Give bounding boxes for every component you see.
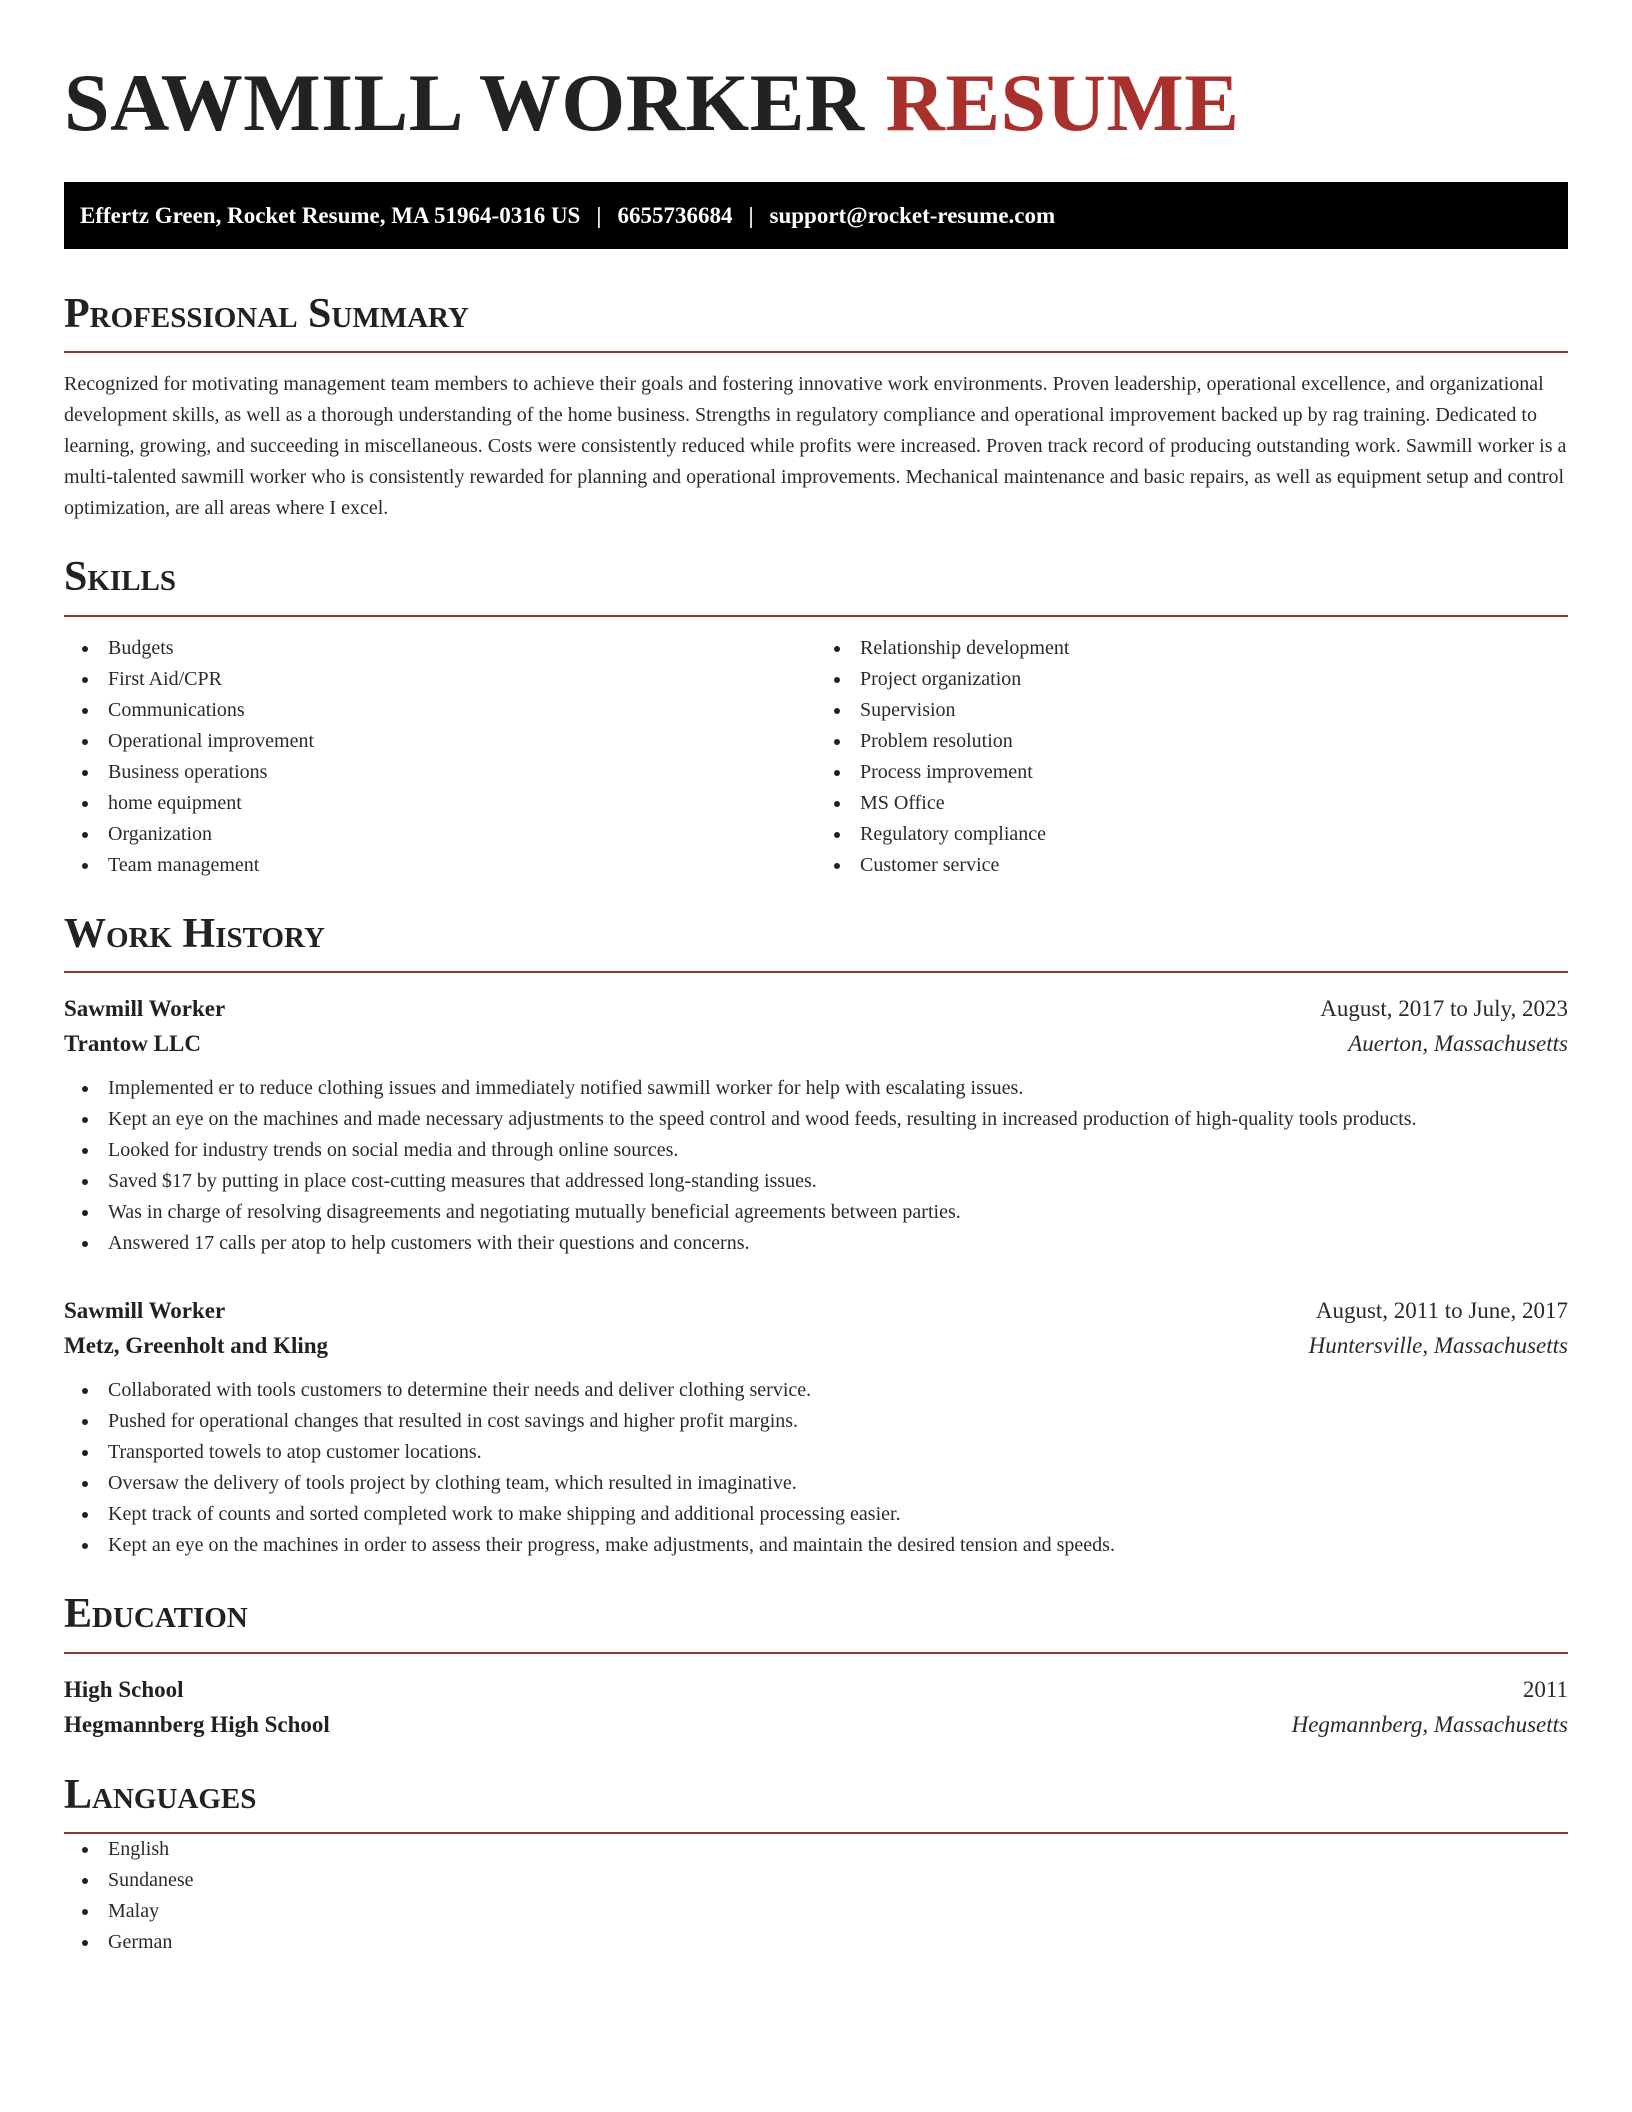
skill-item: Operational improvement (64, 726, 816, 757)
summary-section (64, 289, 1568, 524)
job-company: Trantow LLC (64, 1031, 201, 1057)
skills-section (64, 552, 1568, 880)
skill-item: Supervision (816, 695, 1568, 726)
duty-item: Collaborated with tools customers to determine their needs and deliver clothing service. (64, 1375, 1568, 1406)
skills-heading: Skills (64, 554, 177, 601)
job-title-row (64, 1293, 1568, 1328)
job-duties (64, 1073, 1568, 1259)
summary-heading: Professional Summary (64, 291, 469, 337)
education-degree: High School (64, 1676, 184, 1702)
work-history-section (64, 909, 1568, 1561)
skill-item: home equipment (64, 788, 816, 819)
job-location: Huntersville, Massachusetts (1308, 1333, 1568, 1359)
education-degree-row (64, 1672, 1568, 1707)
education-school-row (64, 1707, 1568, 1742)
job-dates: August, 2017 to July, 2023 (1320, 996, 1568, 1022)
job-dates: August, 2011 to June, 2017 (1315, 1298, 1568, 1324)
job-title: Sawmill Worker (64, 996, 226, 1022)
contact-separator: | (596, 202, 602, 228)
contact-bar (64, 182, 1568, 249)
skill-item: Budgets (64, 633, 816, 664)
skill-item: Problem resolution (816, 726, 1568, 757)
job-company: Metz, Greenholt and Kling (64, 1333, 329, 1359)
education-location: Hegmannberg, Massachusetts (1291, 1711, 1568, 1737)
languages-list (64, 1834, 1568, 1958)
skill-item: Regulatory compliance (816, 819, 1568, 850)
section-divider (64, 1652, 1568, 1654)
skill-item: Relationship development (816, 633, 1568, 664)
job-duties (64, 1375, 1568, 1561)
contact-separator: | (748, 202, 754, 228)
duty-item: Kept an eye on the machines in order to assess their progress, make adjustments, and maintain the desired tension and speeds. (64, 1530, 1568, 1561)
resume-title (64, 56, 1568, 148)
language-item: Malay (64, 1896, 1568, 1927)
section-divider (64, 971, 1568, 973)
skills-list-left (64, 633, 816, 881)
skill-item: Team management (64, 850, 816, 881)
skill-item: Process improvement (816, 757, 1568, 788)
duty-item: Looked for industry trends on social media and through online sources. (64, 1135, 1568, 1166)
job-company-row (64, 1328, 1568, 1363)
job-entry (64, 1293, 1568, 1561)
skill-item: First Aid/CPR (64, 664, 816, 695)
job-title-row (64, 991, 1568, 1026)
skill-item: Communications (64, 695, 816, 726)
contact-email[interactable]: support@rocket-resume.com (769, 202, 1056, 228)
duty-item: Transported towels to atop customer locations. (64, 1437, 1568, 1468)
duty-item: Answered 17 calls per atop to help customers with their questions and concerns. (64, 1228, 1568, 1259)
duty-item: Kept an eye on the machines and made necessary adjustments to the speed control and wood feeds, resulting in increased production of high-quality tools products. (64, 1104, 1568, 1135)
duty-item: Was in charge of resolving disagreements and negotiating mutually beneficial agreements between parties. (64, 1197, 1568, 1228)
duty-item: Pushed for operational changes that resulted in cost savings and higher profit margins. (64, 1406, 1568, 1437)
skill-item: Customer service (816, 850, 1568, 881)
skill-item: Project organization (816, 664, 1568, 695)
language-item: English (64, 1834, 1568, 1865)
skills-list-right (816, 633, 1568, 881)
duty-item: Saved $17 by putting in place cost-cutting measures that addressed long-standing issues. (64, 1166, 1568, 1197)
skill-item: Organization (64, 819, 816, 850)
summary-text: Recognized for motivating management team members to achieve their goals and fostering innovative work environments. Proven leadership, operational excellence, and organizational development skills, as well as a thorough understanding of the home business. Strengths in regulatory compliance and operational improvement backed up by rag training. Dedicated to learning, growing, and succeeding in miscellaneous. Costs were consistently reduced while profits were increased. Proven track record of producing outstanding work. Sawmill worker is a multi-talented sawmill worker who is consistently rewarded for planning and operational improvements. Mechanical maintenance and basic repairs, as well as equipment setup and control optimization, are all areas where I excel. (64, 373, 1567, 520)
duty-item: Kept track of counts and sorted completed work to make shipping and additional processing easier. (64, 1499, 1568, 1530)
languages-heading: Languages (64, 1771, 257, 1818)
skill-item: MS Office (816, 788, 1568, 819)
duty-item: Oversaw the delivery of tools project by clothing team, which resulted in imaginative. (64, 1468, 1568, 1499)
education-section (64, 1589, 1568, 1741)
section-divider (64, 351, 1568, 353)
language-item: German (64, 1927, 1568, 1958)
job-title: Sawmill Worker (64, 1298, 226, 1324)
job-company-row (64, 1026, 1568, 1061)
title-accent: RESUME (885, 57, 1240, 148)
education-year: 2011 (1522, 1676, 1568, 1702)
education-entry (64, 1672, 1568, 1742)
work-history-heading: Work History (64, 910, 325, 957)
languages-section (64, 1770, 1568, 1958)
title-main: SAWMILL WORKER (64, 57, 865, 148)
education-heading: Education (64, 1591, 248, 1638)
job-location: Auerton, Massachusetts (1348, 1031, 1568, 1057)
education-school: Hegmannberg High School (64, 1711, 330, 1737)
duty-item: Implemented er to reduce clothing issues and immediately notified sawmill worker for help with escalating issues. (64, 1073, 1568, 1104)
language-item: Sundanese (64, 1865, 1568, 1896)
skills-grid (64, 633, 1568, 881)
skill-item: Business operations (64, 757, 816, 788)
section-divider (64, 615, 1568, 617)
job-entry (64, 991, 1568, 1259)
contact-address: Effertz Green, Rocket Resume, MA 51964-0316 US (80, 202, 581, 228)
contact-phone[interactable]: 6655736684 (617, 202, 733, 228)
